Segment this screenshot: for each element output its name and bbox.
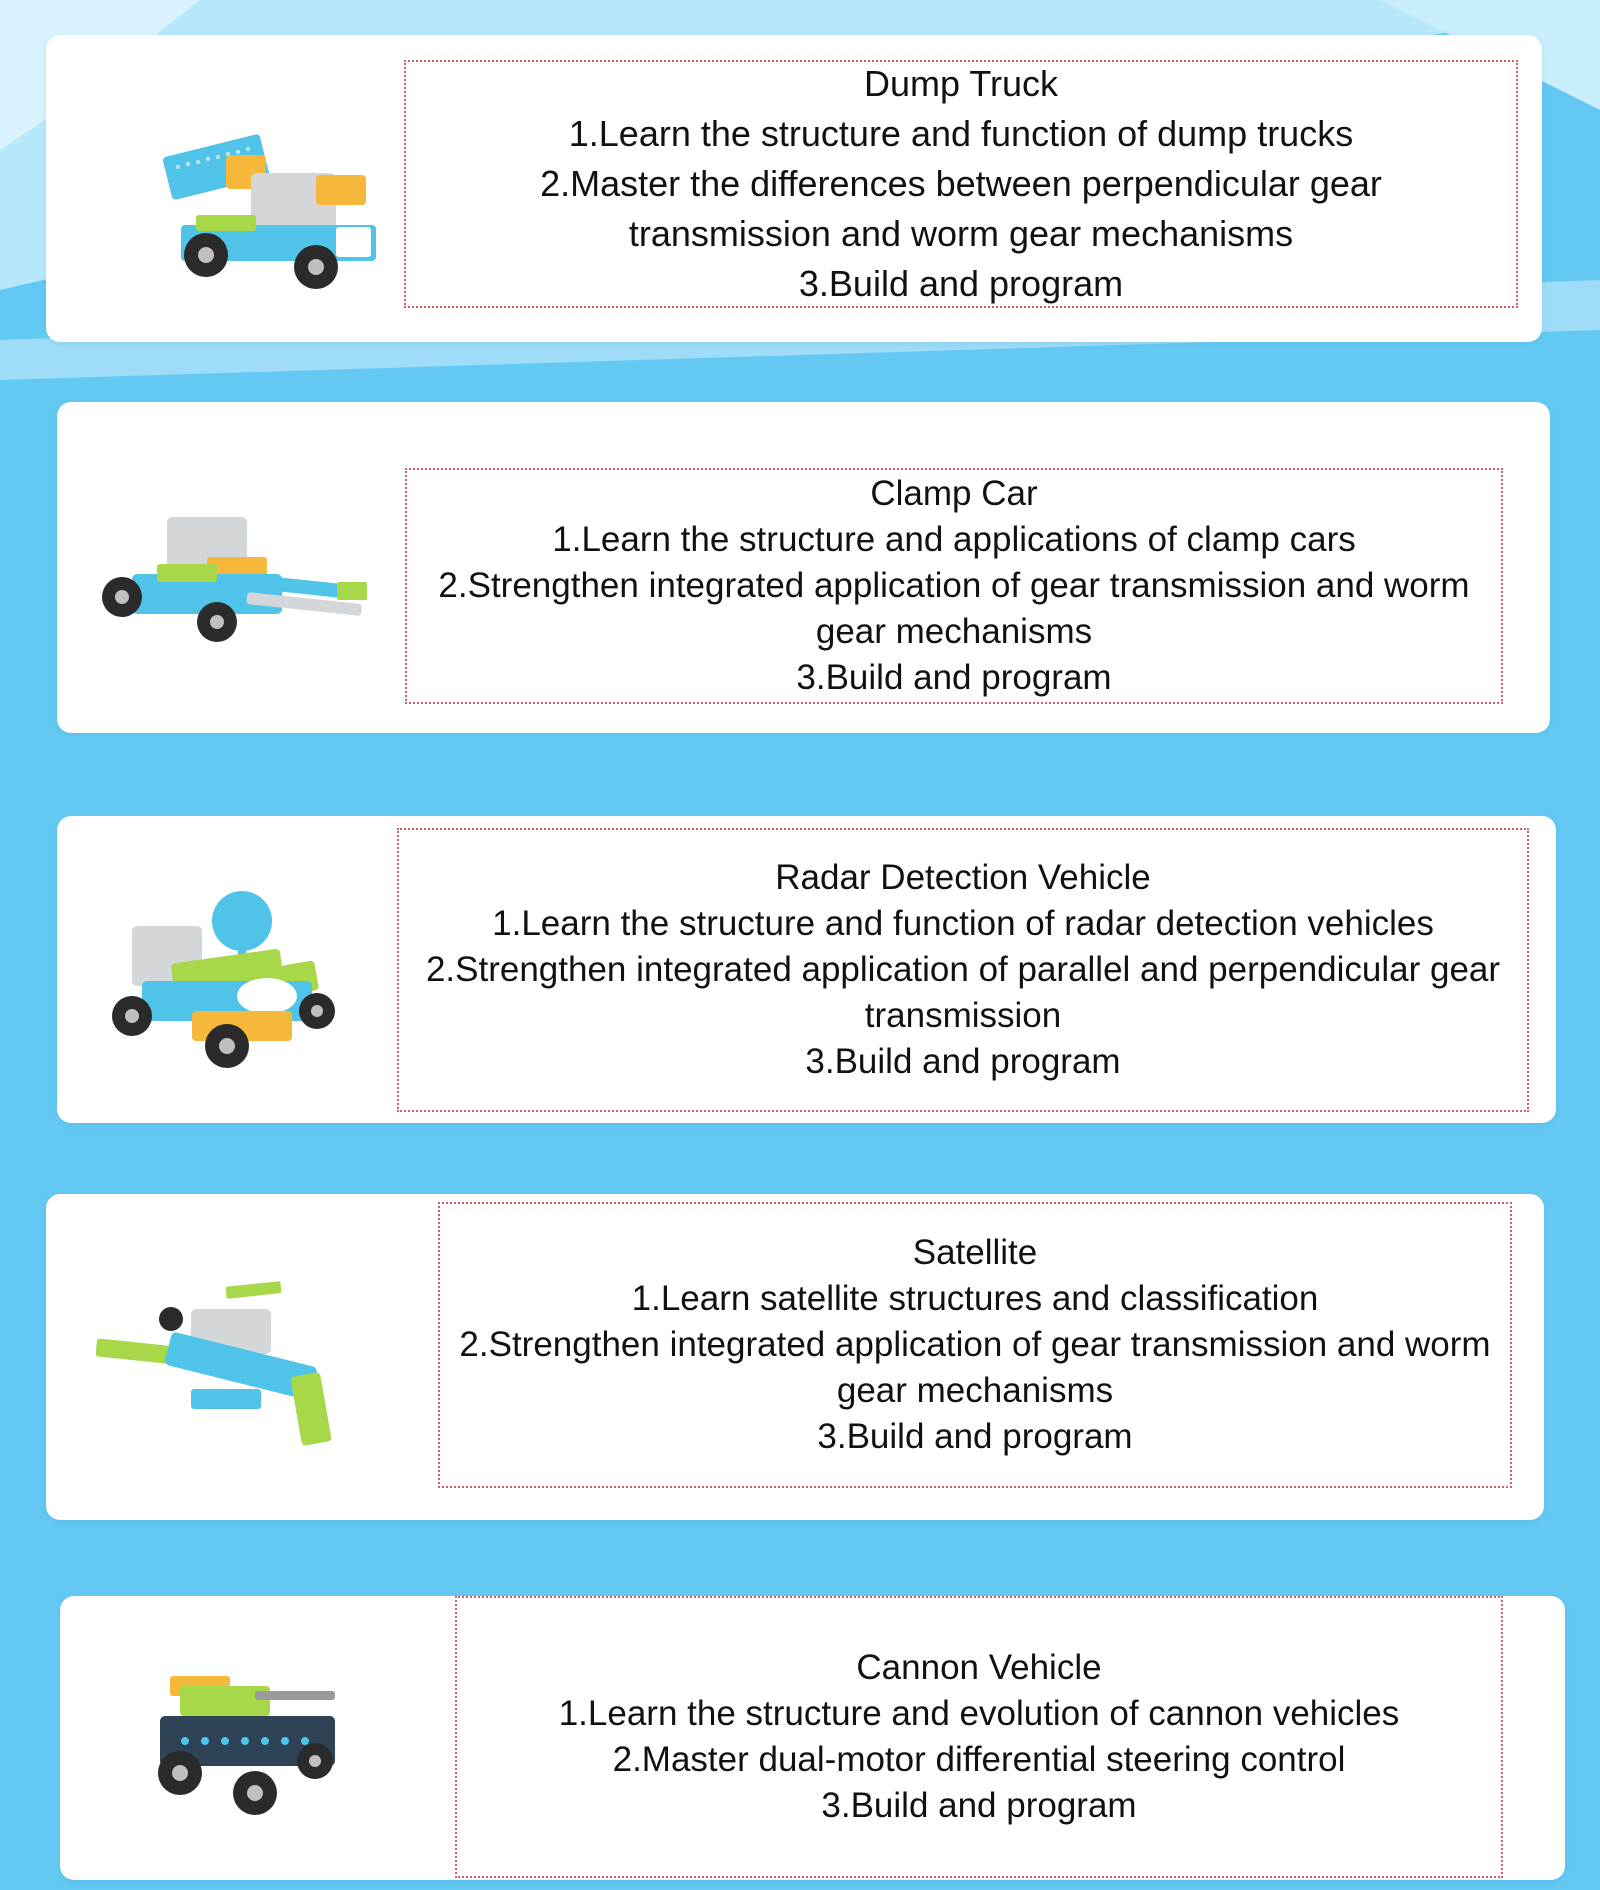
course-description <box>455 1596 1503 1878</box>
course-title: Radar Detection Vehicle <box>775 858 1151 897</box>
course-line: 2.Strengthen integrated application of gear transmission and worm <box>438 566 1470 605</box>
course-line: 1.Learn the structure and function of dump trucks <box>568 113 1354 154</box>
course-line: gear mechanisms <box>815 612 1093 651</box>
course-line: 3.Build and program <box>796 658 1112 697</box>
course-line: 2.Strengthen integrated application of parallel and perpendicular gear <box>425 950 1501 989</box>
cannon-vehicle-model <box>150 1671 350 1821</box>
course-card <box>46 1194 1544 1520</box>
course-line: 1.Learn satellite structures and classification <box>631 1279 1319 1318</box>
dump-truck-model <box>156 115 386 305</box>
course-description <box>438 1202 1512 1488</box>
course-title: Clamp Car <box>870 474 1038 513</box>
course-line: transmission <box>864 996 1062 1035</box>
course-line: 3.Build and program <box>805 1042 1121 1081</box>
course-description <box>404 60 1518 308</box>
course-line: 2.Master the differences between perpendicular gear <box>540 163 1382 204</box>
course-line: 2.Strengthen integrated application of gear transmission and worm <box>459 1325 1491 1364</box>
course-line: transmission and worm gear mechanisms <box>628 213 1294 254</box>
course-line: 2.Master dual-motor differential steering control <box>612 1740 1346 1779</box>
satellite-model <box>96 1279 366 1449</box>
course-line: gear mechanisms <box>836 1371 1114 1410</box>
course-title: Satellite <box>912 1233 1038 1272</box>
course-line: 3.Build and program <box>821 1786 1137 1825</box>
course-description <box>405 468 1503 704</box>
course-line: 3.Build and program <box>798 263 1124 304</box>
course-card <box>57 816 1556 1123</box>
course-line: 1.Learn the structure and applications of clamp cars <box>552 520 1356 559</box>
clamp-car-model <box>97 512 377 662</box>
course-title: Dump Truck <box>863 63 1059 104</box>
course-card <box>60 1596 1565 1880</box>
course-line: 1.Learn the structure and evolution of cannon vehicles <box>558 1694 1400 1733</box>
course-line: 3.Build and program <box>817 1417 1133 1456</box>
radar-vehicle-model <box>102 881 362 1081</box>
course-line: 1.Learn the structure and function of radar detection vehicles <box>492 904 1434 943</box>
course-card <box>57 402 1550 733</box>
course-description <box>397 828 1529 1112</box>
course-title: Cannon Vehicle <box>856 1648 1102 1687</box>
course-card <box>46 35 1542 342</box>
